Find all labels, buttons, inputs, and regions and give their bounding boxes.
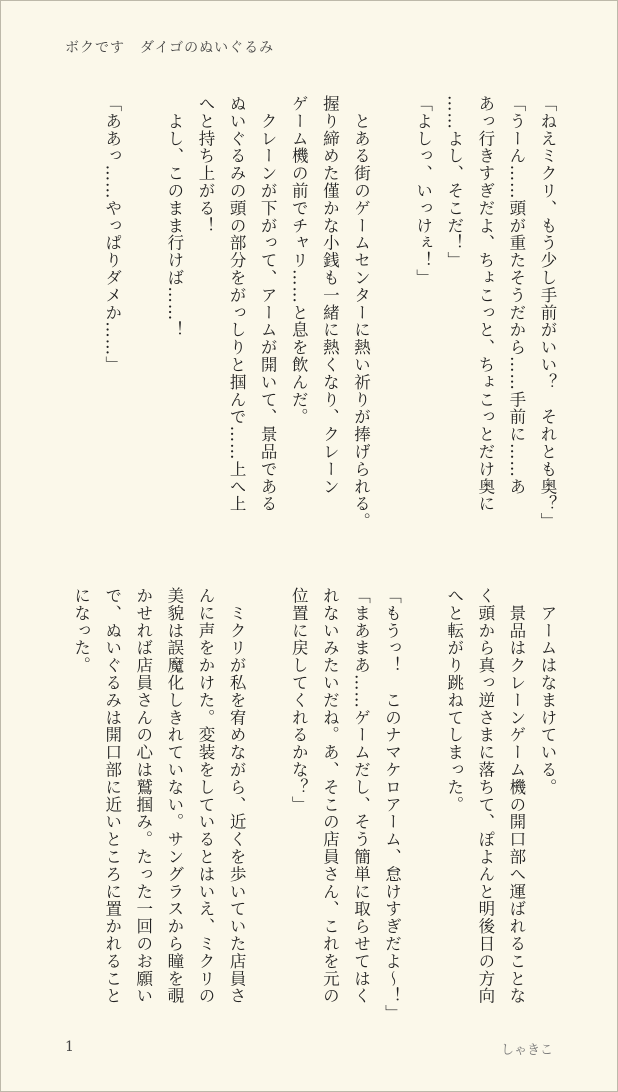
- text-line: [252, 587, 283, 1021]
- text-line: 「よしっ、いっけぇ！」: [413, 95, 433, 287]
- text-line: 「まあまあ……ゲームだし、そう簡単に取らせてはく: [351, 587, 371, 1005]
- text-line: [128, 95, 159, 533]
- text-line: 「うーん……頭が重たそうだから……手前に……あ: [506, 95, 526, 496]
- text-line: れないみたいだね。あ、そこの店員さん、これを元の: [320, 587, 340, 1005]
- text-line: ……よし、そこだ！」: [444, 95, 464, 269]
- text-line: [408, 587, 439, 1021]
- text-line: アームはなまけている。: [538, 587, 557, 796]
- text-line: クレーンが下がって、アームが開いて、景品である: [258, 95, 278, 513]
- text-line: になった。: [71, 587, 91, 674]
- text-line: 位置に戻してくれるかな？」: [289, 587, 309, 814]
- text-line: んに声をかけた。変装をしているとはいえ、ミクリの: [195, 587, 215, 1005]
- text-line: 「もうっ！ このナマケロアーム、怠けすぎだよ〜！」: [382, 587, 402, 1022]
- text-line: 美貌は誤魔化しきれていない。サングラスから瞳を覗: [164, 587, 184, 1005]
- text-line: 景品はクレーンゲーム機の開口部へ運ばれることな: [506, 587, 526, 1005]
- text-line: ミクリが私を宥めながら、近くを歩いていた店員さ: [227, 587, 247, 1005]
- page-number: 1: [65, 1039, 74, 1055]
- text-line: とある街のゲームセンターに熱い祈りが捧げられる。: [351, 95, 371, 530]
- text-line: よし、このまま行けば……！: [164, 95, 184, 339]
- text-line: へと転がり跳ねてしまった。: [444, 587, 464, 814]
- text-line: ゲーム機の前でチャリ……と息を飲んだ。: [289, 95, 309, 426]
- text-line: 「ああっ……やっぱりダメか……」: [102, 95, 122, 374]
- text-line: 「ねえミクリ、もう少し手前がいい？ それとも奥？」: [538, 95, 557, 530]
- text-line: 握り締めた僅かな小銭も一緒に熱くなり、クレーン: [320, 95, 340, 496]
- text-line: [376, 95, 407, 533]
- text-line: で、ぬいぐるみは開口部に近いところに置かれること: [102, 587, 122, 1005]
- author-name: しゃきこ: [500, 1043, 553, 1058]
- upper-text-block: [97, 95, 563, 533]
- running-title: ボクです ダイゴのぬいぐるみ: [65, 40, 275, 56]
- lower-text-block: [66, 587, 564, 1021]
- text-line: く頭から真っ逆さまに落ちて、ぽよんと明後日の方向: [475, 587, 495, 1005]
- text-line: へと持ち上がる！: [195, 95, 215, 235]
- text-line: あっ行きすぎだよ、ちょこっと、ちょこっとだけ奥に: [475, 95, 495, 513]
- text-line: ぬいぐるみの頭の部分をがっしりと掴んで……上へ上: [227, 95, 247, 513]
- text-line: かせれば店員さんの心は鷲掴み。たった一回のお願い: [133, 587, 153, 1005]
